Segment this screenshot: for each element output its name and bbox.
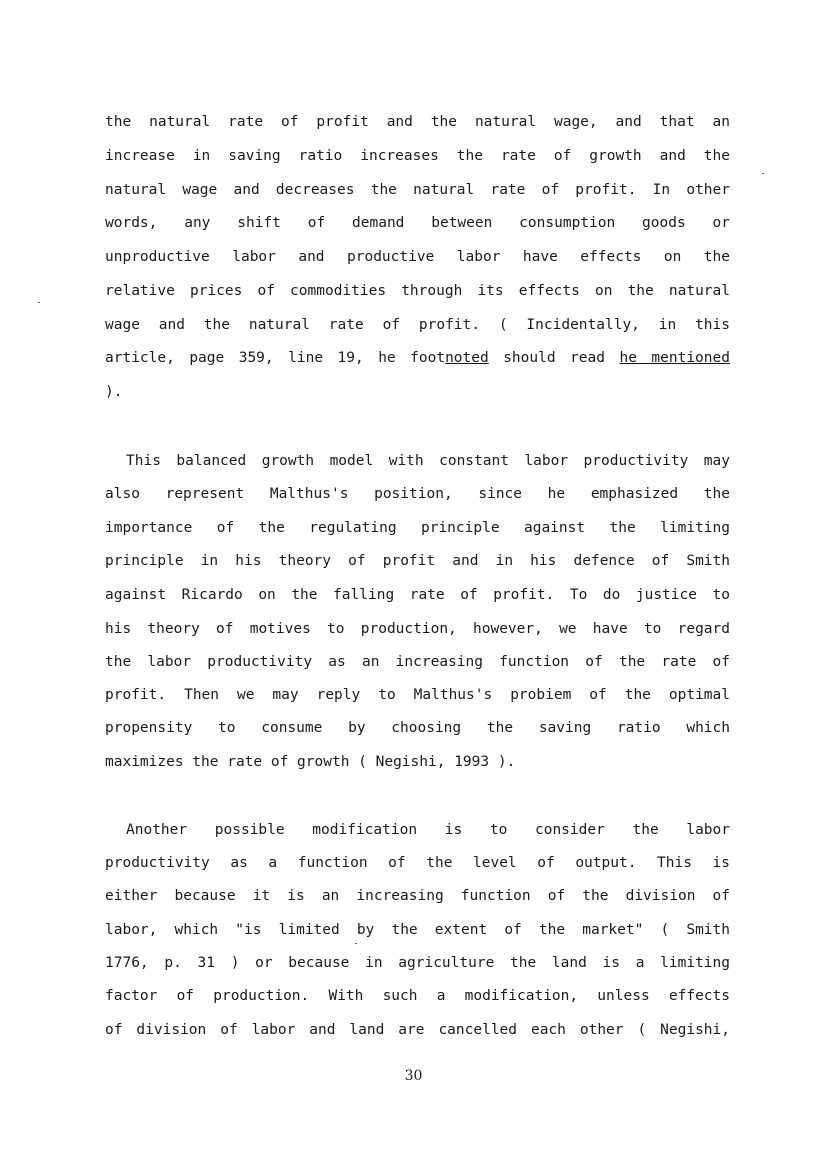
p1-line-3: natural wage and decreases the natural rate of profit. In other [105,182,730,198]
p3-line-4: labor, which "is limited by the extent of the market" ( Smith [105,922,730,938]
p2-line-8: profit. Then we may reply to Malthus's probiem of the optimal [105,687,730,703]
p1-line-2: increase in saving ratio increases the rate of growth and the [105,148,730,164]
scan-speck [355,943,357,944]
p2-line-10: maximizes the rate of growth ( Negishi, 1993 ). [105,754,516,770]
p1-line-1: the natural rate of profit and the natural wage, and that an [105,114,730,130]
p1-line-4: words, any shift of demand between consumption goods or [105,215,730,231]
p2-line-3: importance of the regulating principle against the limiting [105,520,730,536]
p3-line-5: 1776, p. 31 ) or because in agriculture the land is a limiting [105,955,730,971]
p1-line-8: article, page 359, line 19, he footnoted should read he mentioned [105,350,730,366]
p2-line-7: the labor productivity as an increasing function of the rate of [105,654,730,670]
p1-line-7: wage and the natural rate of profit. ( Incidentally, in this [105,317,730,333]
p3-line-1: Another possible modification is to consider the labor [126,822,730,838]
underlined-noted: noted [445,350,489,366]
p3-line-6: factor of production. With such a modification, unless effects [105,988,730,1004]
p3-line-7: of division of labor and land are cancelled each other ( Negishi, [105,1022,730,1038]
p2-line-2: also represent Malthus's position, since he emphasized the [105,486,730,502]
p1-line-6: relative prices of commodities through its effects on the natural [105,283,730,299]
p1-line-5: unproductive labor and productive labor have effects on the [105,249,730,265]
scan-speck [762,173,764,174]
p3-line-2: productivity as a function of the level of output. This is [105,855,730,871]
p3-line-3: either because it is an increasing function of the division of [105,888,730,904]
p2-line-4: principle in his theory of profit and in his defence of Smith [105,553,730,569]
p1-line-9: ). [105,384,123,400]
page-number: 30 [404,1068,423,1084]
p2-line-6: his theory of motives to production, however, we have to regard [105,621,730,637]
scan-speck [38,302,40,303]
p2-line-5: against Ricardo on the falling rate of profit. To do justice to [105,587,730,603]
p2-line-9: propensity to consume by choosing the saving ratio which [105,720,730,736]
underlined-he-mentioned: he mentioned [619,350,730,366]
p2-line-1: This balanced growth model with constant labor productivity may [126,453,730,469]
